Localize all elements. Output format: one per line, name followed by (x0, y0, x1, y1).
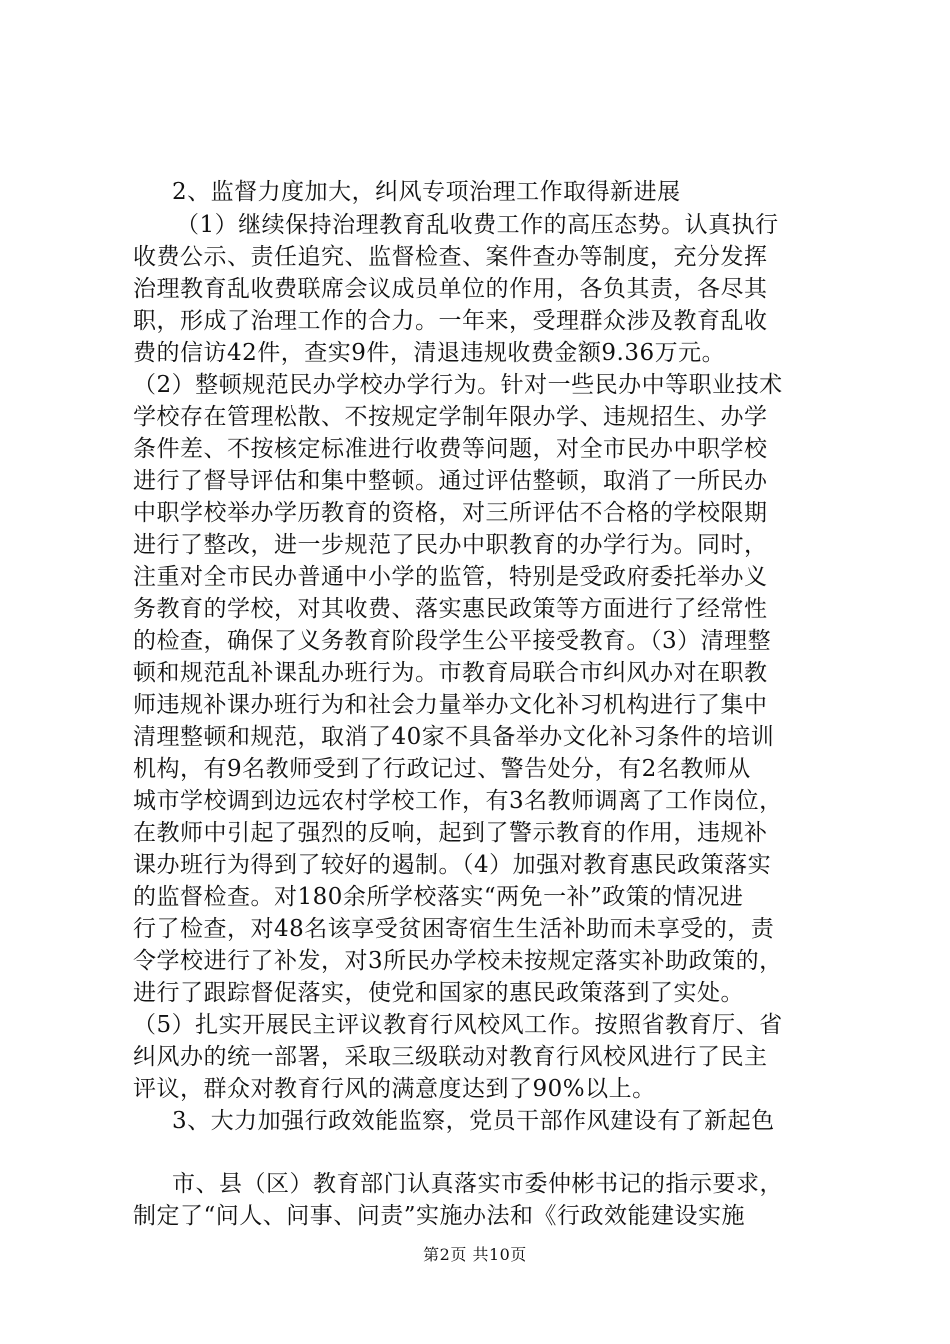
paragraph-line: 清理整顿和规范，取消了40家不具备举办文化补习条件的培训 (133, 724, 775, 750)
paragraph-line: （2）整顿规范民办学校办学行为。针对一些民办中等职业技术 (133, 372, 783, 398)
paragraph-line: 市、县（区）教育部门认真落实市委仲彬书记的指示要求， (172, 1171, 783, 1197)
paragraph-line: 顿和规范乱补课乱办班行为。市教育局联合市纠风办对在职教 (133, 660, 768, 686)
paragraph-line: 进行了整改，进一步规范了民办中职教育的办学行为。同时， (133, 532, 768, 558)
page-footer: 第2页 共10页 (423, 1245, 527, 1264)
paragraph-line: 的检查，确保了义务教育阶段学生公平接受教育。（3）清理整 (133, 628, 772, 654)
paragraph-line: （5）扎实开展民主评议教育行风校风工作。按照省教育厅、省 (133, 1012, 783, 1038)
paragraph-line: 课办班行为得到了较好的遏制。（4）加强对教育惠民政策落实 (133, 852, 772, 878)
paragraph-line: 纠风办的统一部署，采取三级联动对教育行风校风进行了民主 (133, 1044, 768, 1070)
section-heading-3: 3、大力加强行政效能监察，党员干部作风建设有了新起色 (172, 1108, 775, 1134)
paragraph-line: 职，形成了治理工作的合力。一年来，受理群众涉及教育乱收 (133, 308, 768, 334)
paragraph-line: 费的信访42件，查实9件，清退违规收费金额9.36万元。 (133, 340, 726, 366)
paragraph-line: 的监督检查。对180余所学校落实“两免一补”政策的情况进 (133, 884, 744, 910)
paragraph-line: 机构，有9名教师受到了行政记过、警告处分，有2名教师从 (133, 756, 751, 782)
paragraph-line: 城市学校调到边远农村学校工作，有3名教师调离了工作岗位， (133, 788, 783, 814)
paragraph-line: 条件差、不按核定标准进行收费等问题，对全市民办中职学校 (133, 436, 768, 462)
paragraph-line: 师违规补课办班行为和社会力量举办文化补习机构进行了集中 (133, 692, 768, 718)
paragraph-line: 学校存在管理松散、不按规定学制年限办学、违规招生、办学 (133, 404, 768, 430)
paragraph-line: 中职学校举办学历教育的资格，对三所评估不合格的学校限期 (133, 500, 768, 526)
paragraph-line: 行了检查，对48名该享受贫困寄宿生生活补助而未享受的，责 (133, 916, 775, 942)
paragraph-line: 制定了“问人、问事、问责”实施办法和《行政效能建设实施 (133, 1203, 746, 1229)
paragraph-line: 在教师中引起了强烈的反响，起到了警示教育的作用，违规补 (133, 820, 768, 846)
paragraph-line: 务教育的学校，对其收费、落实惠民政策等方面进行了经常性 (133, 596, 768, 622)
paragraph-line: 注重对全市民办普通中小学的监管，特别是受政府委托举办义 (133, 564, 768, 590)
paragraph-line: 进行了跟踪督促落实，使党和国家的惠民政策落到了实处。 (133, 980, 744, 1006)
section-heading-2: 2、监督力度加大，纠风专项治理工作取得新进展 (172, 179, 681, 205)
paragraph-line: 令学校进行了补发，对3所民办学校未按规定落实补助政策的， (133, 948, 783, 974)
paragraph-line: 治理教育乱收费联席会议成员单位的作用，各负其责，各尽其 (133, 276, 768, 302)
paragraph-line: 评议，群众对教育行风的满意度达到了90%以上。 (133, 1076, 656, 1102)
paragraph-line: 收费公示、责任追究、监督检查、案件查办等制度，充分发挥 (133, 244, 768, 270)
paragraph-line: （1）继续保持治理教育乱收费工作的高压态势。认真执行 (176, 212, 779, 238)
paragraph-line: 进行了督导评估和集中整顿。通过评估整顿，取消了一所民办 (133, 468, 768, 494)
